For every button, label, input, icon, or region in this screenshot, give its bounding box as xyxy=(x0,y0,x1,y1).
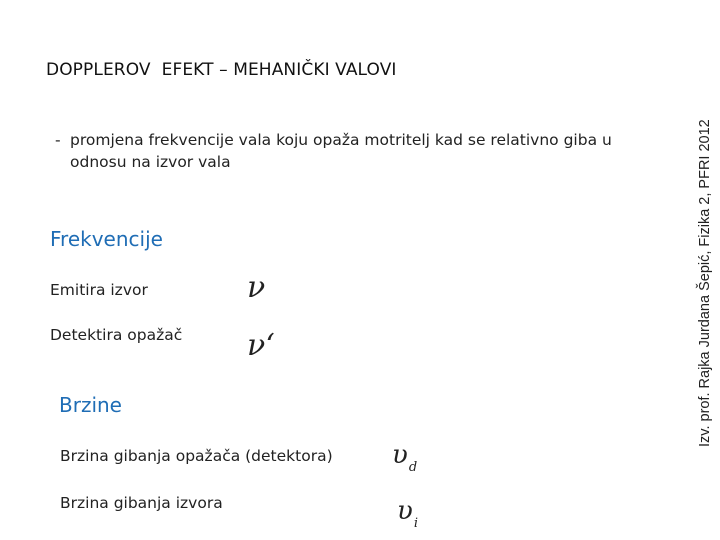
bullet-item xyxy=(55,129,615,173)
author-credit-vertical: Izv. prof. Rajka Jurdana Šepić, Fizika 2, PFRI 2012 xyxy=(697,119,713,447)
speed-symbol-source xyxy=(397,496,418,531)
speeds-heading: Brzine xyxy=(59,393,122,417)
frequency-row-source-label: Emitira izvor xyxy=(50,281,148,299)
frequency-symbol-nu-prime: ν‘ xyxy=(247,328,275,363)
speed-symbol-observer xyxy=(392,440,418,475)
speed-symbol-source-subscript: i xyxy=(413,516,418,531)
speed-symbol-observer-main: υ xyxy=(392,440,408,470)
frequency-symbol-nu: ν xyxy=(247,270,266,305)
frequencies-heading: Frekvencije xyxy=(50,227,163,251)
speed-symbol-observer-subscript: d xyxy=(408,460,418,475)
slide-title: DOPPLEROV EFEKT – MEHANIČKI VALOVI xyxy=(46,60,397,80)
bullet-text: promjena frekvencije vala koju opaža motritelj kad se relativno giba u odnosu na izvor vala xyxy=(70,131,612,171)
bullet-marker: - xyxy=(55,131,61,149)
speed-row-observer-label: Brzina gibanja opažača (detektora) xyxy=(60,447,333,465)
speed-row-source-label: Brzina gibanja izvora xyxy=(60,494,223,512)
frequency-row-observer-label: Detektira opažač xyxy=(50,326,183,344)
speed-symbol-source-main: υ xyxy=(397,496,413,526)
